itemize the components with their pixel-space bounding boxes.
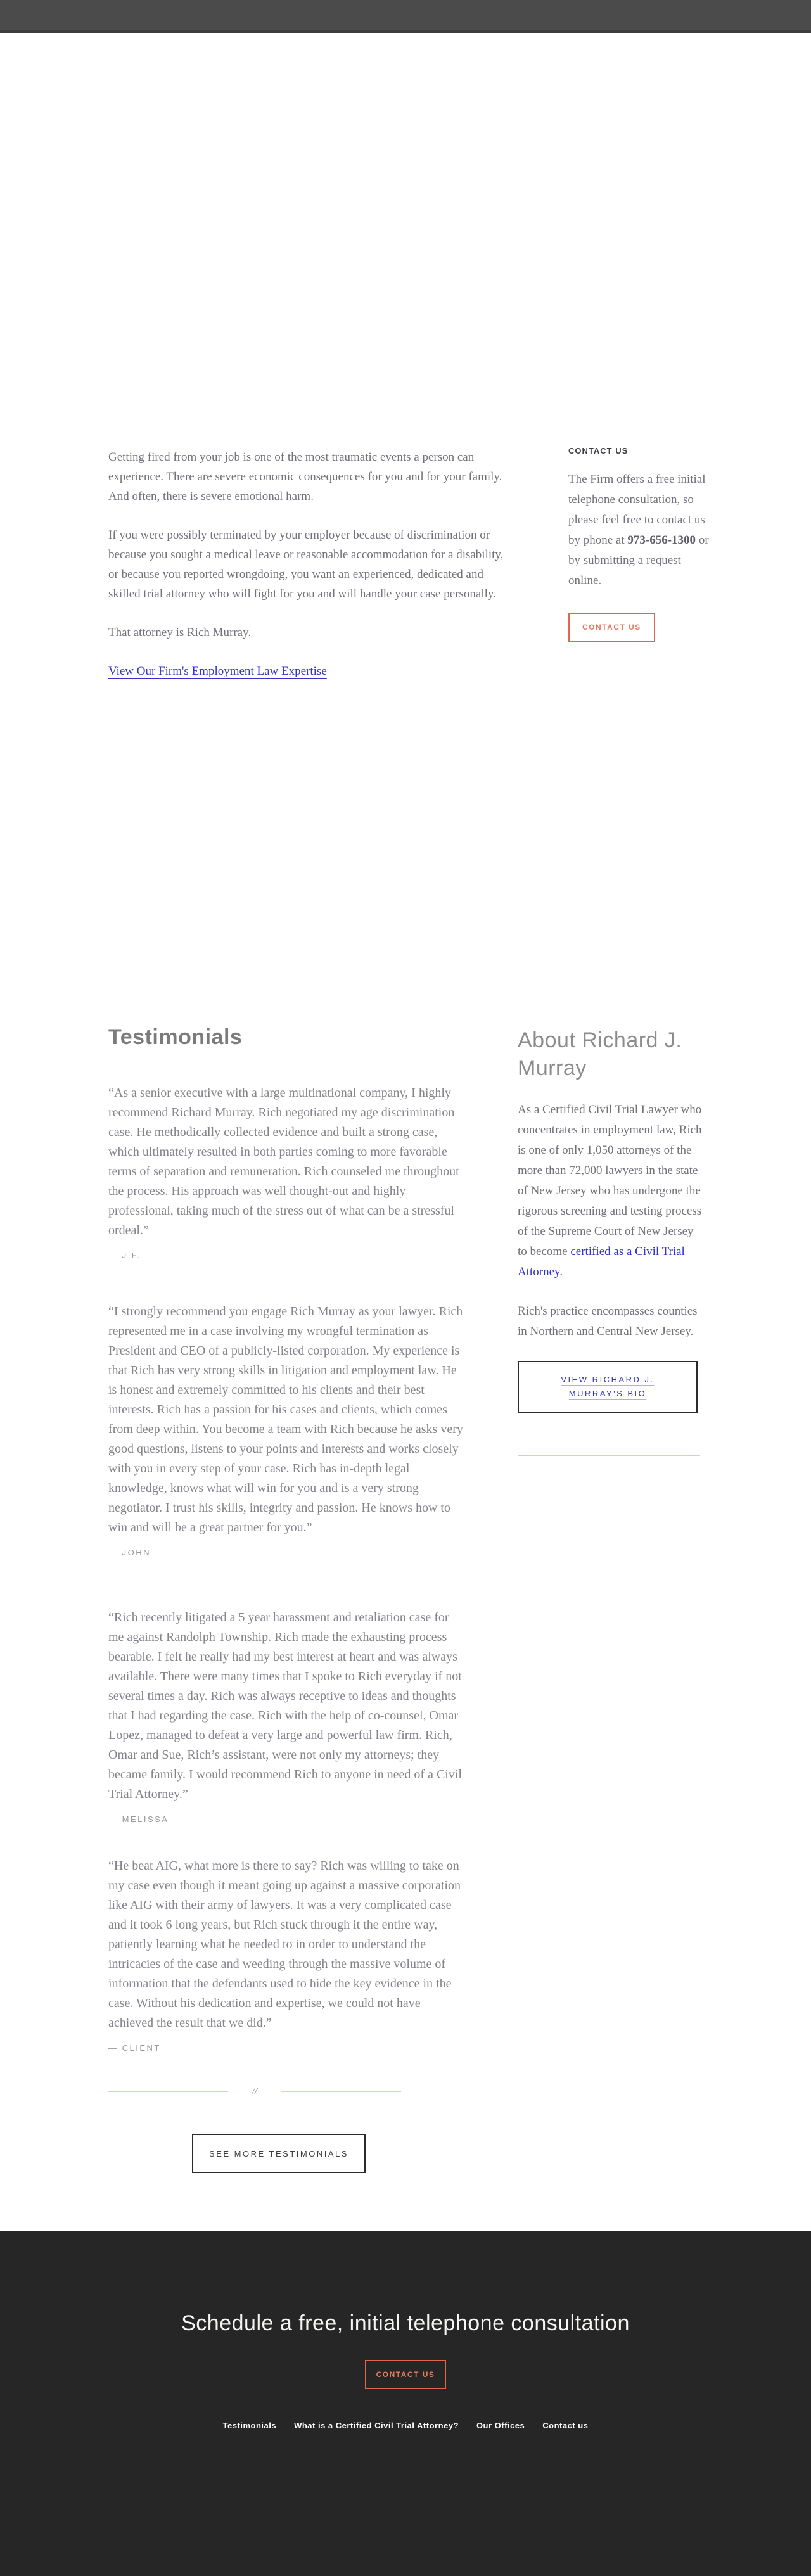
testimonials-heading: Testimonials [108,1025,243,1049]
footer-link-testimonials[interactable]: Testimonials [222,2421,277,2430]
testimonial-quote: “He beat AIG, what more is there to say? Rich was willing to take on my case even though it meant going up against a massive corporation like AIG with their army of lawyers. It was a very complicated case and it took 6 long years, but Rich stuck through it the entire way, patiently learning what he needed to in order to understand the intricacies of the case and weeding through the massive volume of information that the defendants used to hide the key evidence in the case. Without his dedication and expertise, we could not have achieved the result that we did.” [108,1859,461,2030]
phone-number: 973-656-1300 [627,533,696,547]
footer-link-certified-attorney[interactable]: What is a Certified Civil Trial Attorney? [294,2421,459,2430]
footer-link-contact-us[interactable]: Contact us [542,2421,589,2430]
intro-paragraph-1: Getting fired from your job is one of the most traumatic events a person can experience. There are severe economic consequences for you and for your family. And often, there is severe emotional harm. [108,450,502,503]
footer-headline: Schedule a free, initial telephone consultation [181,2311,630,2335]
footer-contact-us-button[interactable]: CONTACT US [365,2360,447,2389]
testimonial-quote: “I strongly recommend you engage Rich Murray as your lawyer. Rich represented me in a case involving my wrongful termination as President and CEO of a publicly-listed corporation. My experience is that Rich has very strong skills in litigation and employment law. He is honest and extremely committed to his clients and their best interests. Rich has a passion for his cases and clients, which comes from deep within. You become a team with Rich because he asks very good questions, listens to your points and interests and works closely with you in every step of your case. Rich has in-depth legal knowledge, knows what will win for you and is a very strong negotiator. I trust his skills, integrity and passion. He knows how to win and will be a great partner for you.” [108,1304,463,1534]
testimonial-item [108,1302,463,1557]
divider-line-left [108,2091,228,2092]
about-body-text-after: . [559,1265,563,1278]
intro-paragraph-2: If you were possibly terminated by your employer because of discrimination or because you sought a medical leave or reasonable accommodation for a disability, or because you reported wrongdoing, you want an experienced, dedicated and skilled trial attorney who will fight for you and will handle your case personally. [108,528,504,601]
intro-section [108,447,513,681]
employment-law-expertise-link[interactable]: View Our Firm's Employment Law Expertise [108,665,327,678]
footer-nav [0,2421,811,2430]
contact-body-text: The Firm offers a free initial telephone consultation, so please feel free to contact us by phone at [568,473,706,547]
contact-sidebar-body [568,469,710,591]
testimonial-quote: “Rich recently litigated a 5 year harassment and retaliation case for me against Randolph Township. Rich made the exhausting process bearable. I felt he really had my best interest at heart and was always available. There were many times that I spoke to Rich everyday if not several times a day. Rich was always receptive to ideas and thoughts that I had regarding the case. Rich with the help of co-counsel, Omar Lopez, managed to defeat a very large and powerful law firm. Rich, Omar and Sue, Rich’s assistant, were not only my attorneys; they became family. I would recommend Rich to anyone in need of a Civil Trial Attorney.” [108,1610,462,1801]
about-heading: About Richard J. Murray [518,1028,682,1080]
about-paragraph-2: Rich's practice encompasses counties in Northern and Central New Jersey. [518,1304,698,1338]
about-body-text: As a Certified Civil Trial Lawyer who concentrates in employment law, Rich is one of only 1,050 attorneys of the more than 72,000 lawyers in the state of New Jersey who has undergone the rigorous screening and testing process of the Supreme Court of New Jersey to become [518,1103,702,1258]
testimonial-attribution: — J.F. [108,1251,141,1260]
divider-slashes-glyph: // [252,2086,258,2096]
footer [0,2231,811,2576]
contact-sidebar-heading: CONTACT US [568,446,629,456]
testimonial-attribution: — JOHN [108,1548,151,1557]
about-section-divider [518,1455,700,1456]
top-header-bar [0,0,811,33]
divider-line-right [281,2091,401,2092]
about-paragraph-1 [518,1100,704,1282]
testimonial-attribution: — MELISSA [108,1814,169,1824]
testimonial-attribution: — CLIENT [108,2043,161,2053]
view-bio-button[interactable]: VIEW RICHARD J. MURRAY'S BIO [518,1361,698,1413]
intro-paragraph-3: That attorney is Rich Murray. [108,626,252,639]
testimonial-quote: “As a senior executive with a large multinational company, I highly recommend Richard Murray. Rich negotiated my age discrimination case. He methodically collected evidence and built a strong case, which ultimately resulted in both parties coming to more favorable terms of separation and remuneration. Rich counseled me throughout the process. His approach was well thought-out and highly professional, taking much of the stress out of what can be a stressful ordeal.” [108,1086,459,1237]
testimonial-item [108,1856,463,2053]
about-richard-murray-section [518,1026,704,1413]
certified-civil-trial-attorney-link[interactable]: certified as a Civil Trial Attorney [518,1245,685,1278]
see-more-testimonials-button[interactable]: SEE MORE TESTIMONIALS [192,2134,366,2173]
contact-body-text-after: or by submitting a request online. [568,533,709,587]
testimonial-item [108,1083,463,1260]
testimonial-item [108,1608,463,1824]
testimonials-divider [108,2086,401,2097]
sidebar-contact-us-button[interactable]: CONTACT US [568,613,655,642]
footer-link-our-offices[interactable]: Our Offices [476,2421,525,2430]
contact-sidebar [568,446,710,642]
